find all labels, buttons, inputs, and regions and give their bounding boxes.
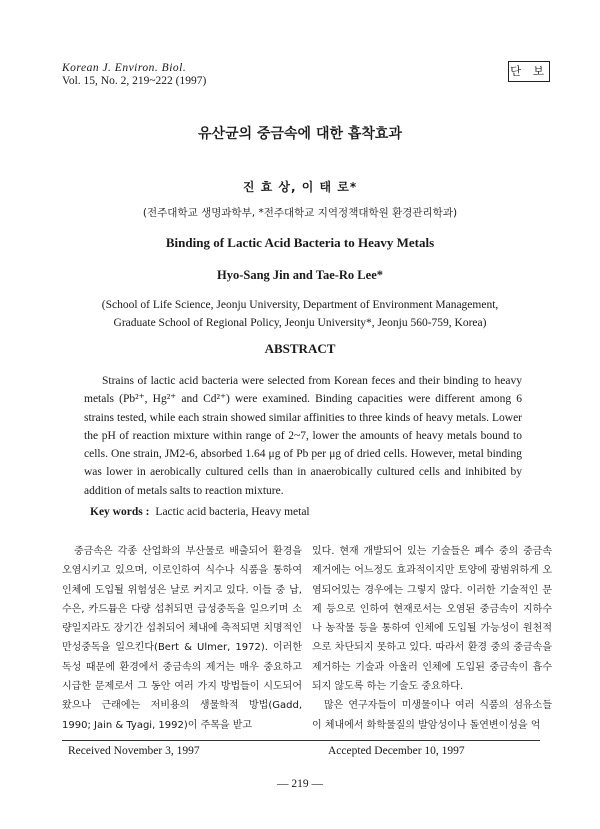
- body-paragraph: 많은 연구자들이 미생물이나 여러 식품의 섬유소들이 체내에서 화학물질의 발암성이나 돌연변이성을 억: [312, 700, 552, 731]
- abstract-text: Strains of lactic acid bacteria were selected from Korean feces and their binding to heavy metals (Pb²⁺, Hg²⁺ and Cd²⁺) were examined. Binding capacities were different among 6 strains tested, while each strain showed similar affinities to three kinds of heavy metals. Lower the pH of reaction mixture within range of 2~7, lower the amounts of heavy metals bound to cells. One strain, JM2-6, absorbed 1.64 μg of Pb per μg of dried cells. However, metal binding was lower in aerobically cultured cells than in anaerobically cultured cells and inhibited by addition of metals salts to reaction mixture.: [84, 375, 522, 497]
- english-title: Binding of Lactic Acid Bacteria to Heavy Metals: [165, 235, 435, 250]
- abstract-body: [84, 372, 522, 500]
- body-column-left: [62, 542, 302, 735]
- journal-citation: [62, 62, 206, 88]
- body-paragraph: 중금속은 각종 산업화의 부산물로 배출되어 환경을 오염시키고 있으며, 이로인하여 식수나 식품을 통하여 인체에 도입될 위험성은 날로 커지고 있다. 이들 중 납, 수은, 카드뮴은 다량 섭취되면 급성중독을 일으키며 소량일지라도 장기간 섭취되어 체내에 축적되면 치명적인 만성중독을 일으킨다(Bert & Ulmer, 1972). 이러한 독성 때문에 환경에서 중금속의 제거는 매우 중요하고 시급한 문제로서 그 동안 여러 가지 방법들이 시도되어 왔으나 근래에는 저비용의 생물학적 방법(Gadd, 1990; Jain & Tyagi, 1992)이 주목을 받고: [62, 546, 302, 731]
- korean-affiliation: (전주대학교 생명과학부, *전주대학교 지역정책대학원 환경관리학과): [142, 207, 458, 219]
- body-column-right: [312, 542, 552, 735]
- journal-name: Korean J. Environ. Biol.: [62, 62, 187, 74]
- english-affiliation-line1: (School of Life Science, Jeonju University, Department of Environment Management,: [101, 299, 499, 311]
- abstract-heading: ABSTRACT: [264, 341, 336, 356]
- keywords-value: Lactic acid bacteria, Heavy metal: [155, 506, 310, 518]
- keywords: [90, 506, 310, 518]
- body-paragraph: 있다. 현재 개발되어 있는 기술들은 폐수 중의 중금속 제거에는 어느정도 효과적이지만 토양에 광범위하게 오염되어있는 경우에는 그렇지 않다. 이러한 기술적인 문제 등으로 인하여 현재로서는 오염된 중금속이 지하수나 농작물 등을 통하여 인체에 도입될 가능성이 원천적으로 차단되지 못하고 있다. 따라서 환경 중의 중금속을 제거하는 기술과 아울러 인체에 도입된 중금속이 흡수되지 않도록 하는 기술도 중요하다.: [312, 546, 552, 693]
- page-number: — 219 —: [277, 778, 323, 790]
- article-type-badge: 단 보: [508, 61, 550, 82]
- footer-divider: [62, 740, 540, 741]
- english-authors: Hyo-Sang Jin and Tae-Ro Lee*: [216, 268, 383, 282]
- korean-title: 유산균의 중금속에 대한 흡착효과: [198, 126, 402, 142]
- english-affiliation-line2: Graduate School of Regional Policy, Jeonju University*, Jeonju 560-759, Korea): [113, 317, 487, 329]
- journal-volume: Vol. 15, No. 2, 219~222 (1997): [62, 75, 207, 87]
- received-date: Received November 3, 1997: [68, 745, 200, 757]
- keywords-label: Key words :: [90, 506, 150, 518]
- accepted-date: Accepted December 10, 1997: [328, 745, 465, 757]
- korean-authors: 진 효 상, 이 태 로*: [242, 180, 358, 194]
- english-affiliation: [0, 296, 600, 332]
